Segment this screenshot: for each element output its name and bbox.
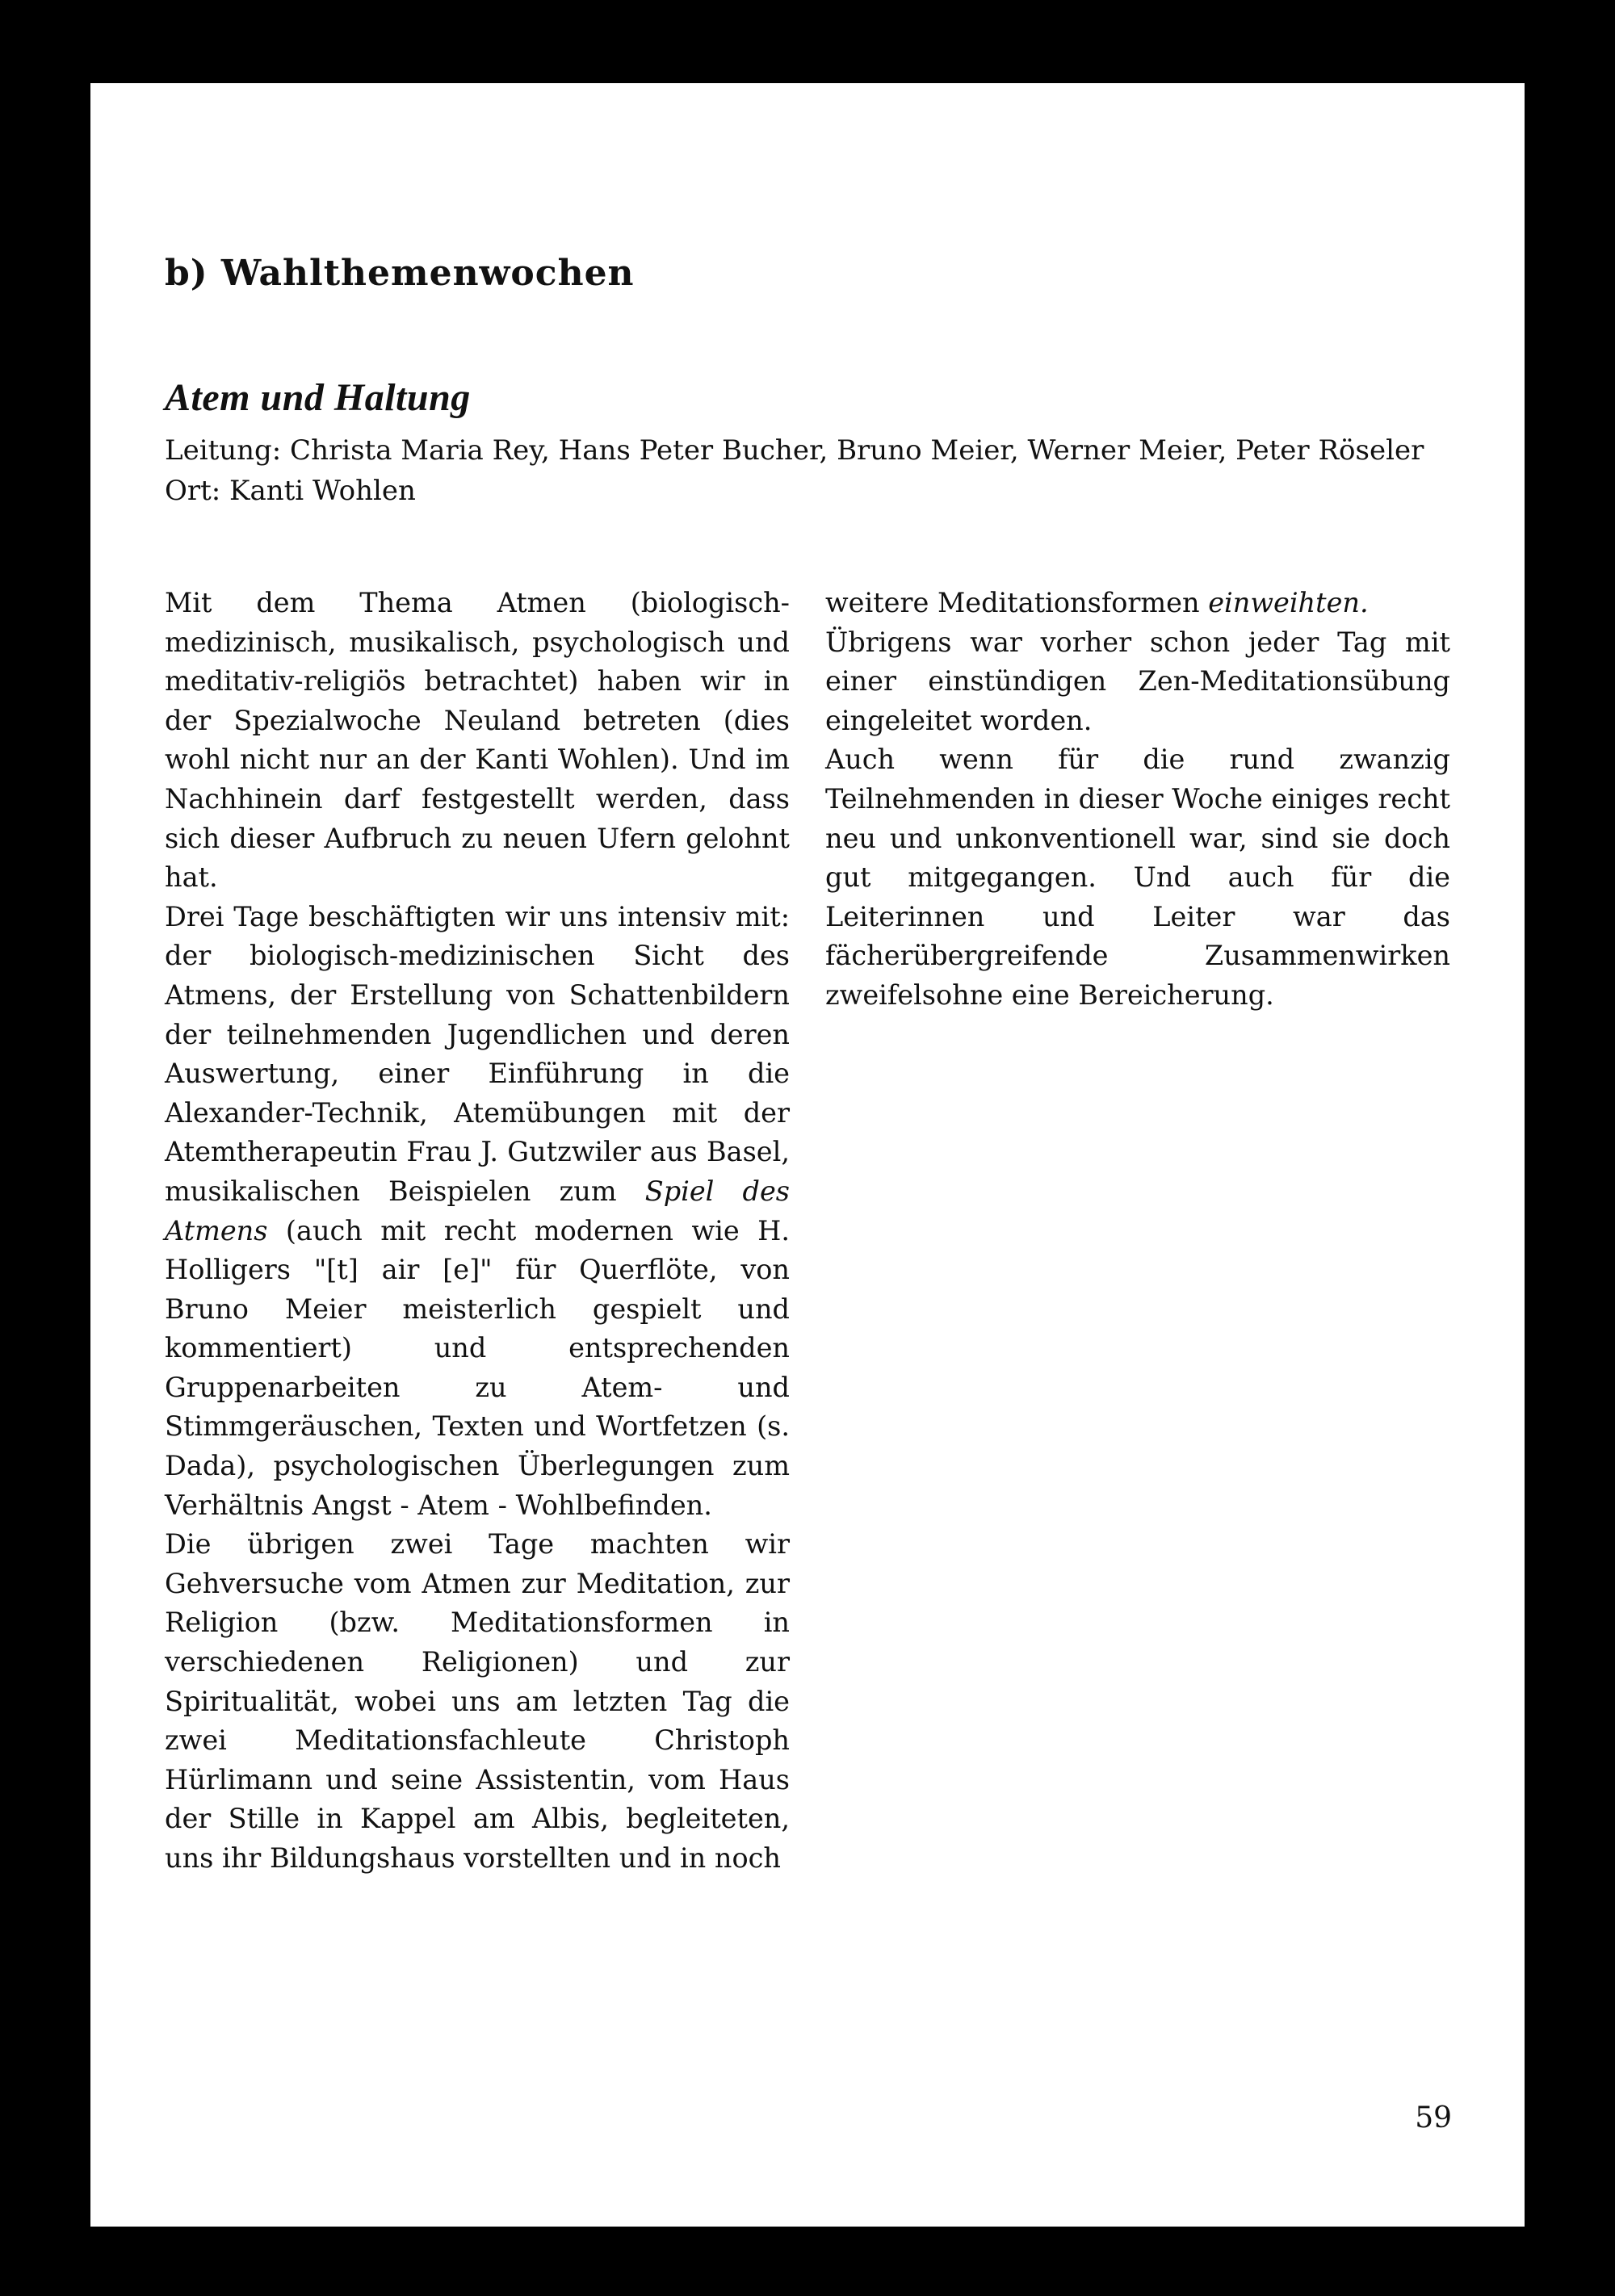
topic-title: Atem und Haltung <box>165 376 471 419</box>
paragraph-2-start: Drei Tage beschäftigten wir uns intensiv mit: der biologisch-medizinischen Sicht des Atmens, der Erstellung von Schattenbildern der teilnehmenden Jugendlichen und deren Auswertung, einer Einführung in die Alexander-Technik, Atemübungen mit der Atemtherapeutin Frau J. Gutzwiler aus Basel, musikalischen Beispielen zum <box>165 900 790 1207</box>
ort-line: Ort: Kanti Wohlen <box>165 475 416 507</box>
paragraph-1: Mit dem Thema Atmen (biologisch-medizinisch, musikalisch, psychologisch und meditativ-religiös betrachtet) haben wir in der Spezialwoche Neuland betreten (dies wohl nicht nur an der Kanti Wohlen). Und im Nachhinein darf festgestellt werden, dass sich dieser Aufbruch zu neuen Ufern gelohnt hat. <box>165 587 790 894</box>
paragraph-2 <box>165 898 790 1526</box>
document-page <box>90 83 1525 2227</box>
paragraph-6: Auch wenn für die rund zwanzig Teilnehmenden in dieser Woche einiges recht neu und unkonventionell war, sind sie doch gut mitgegangen. Und auch für die Leiterinnen und Leiter war das fächerübergreifende Zusammenwirken zweifelsohne eine Bereicherung. <box>825 744 1450 1011</box>
paragraph-2-emphasis: Spiel des Atmens <box>165 1175 790 1246</box>
paragraph-4 <box>825 584 1450 623</box>
left-column <box>165 584 790 1879</box>
paragraph-3: Die übrigen zwei Tage machten wir Gehversuche vom Atmen zur Meditation, zur Religion (bzw. Meditationsformen in verschiedenen Religionen) und zur Spiritualität, wobei uns am letzten Tag die zwei Meditationsfachleute Christoph Hürlimann und seine Assistentin, vom Haus der Stille in Kappel am Albis, begleiteten, uns ihr Bildungshaus vorstellten und in noch <box>165 1528 790 1874</box>
paragraph-4-emphasis: einweihten. <box>1208 587 1369 618</box>
page-number: 59 <box>1415 2101 1452 2135</box>
section-heading: b) Wahlthemenwochen <box>165 253 635 294</box>
paragraph-5: Übrigens war vorher schon jeder Tag mit einer einstündigen Zen-Meditationsübung eingeleitet worden. <box>825 626 1450 736</box>
paragraph-2-end: (auch mit recht modernen wie H. Holligers "[t] air [e]" für Querflöte, von Bruno Meier meisterlich gespielt und kommentiert) und entsprechenden Gruppenarbeiten zu Atem- und Stimmgeräuschen, Texten und Wortfetzen (s. Dada), psychologischen Überlegungen zum Verhältnis Angst - Atem - Wohlbefinden. <box>165 1214 790 1521</box>
leitung-line: Leitung: Christa Maria Rey, Hans Peter Bucher, Bruno Meier, Werner Meier, Peter Röseler <box>165 434 1424 467</box>
topic-meta <box>165 430 1473 511</box>
right-column <box>825 584 1450 1016</box>
paragraph-4-start: weitere Meditationsformen <box>825 587 1209 618</box>
